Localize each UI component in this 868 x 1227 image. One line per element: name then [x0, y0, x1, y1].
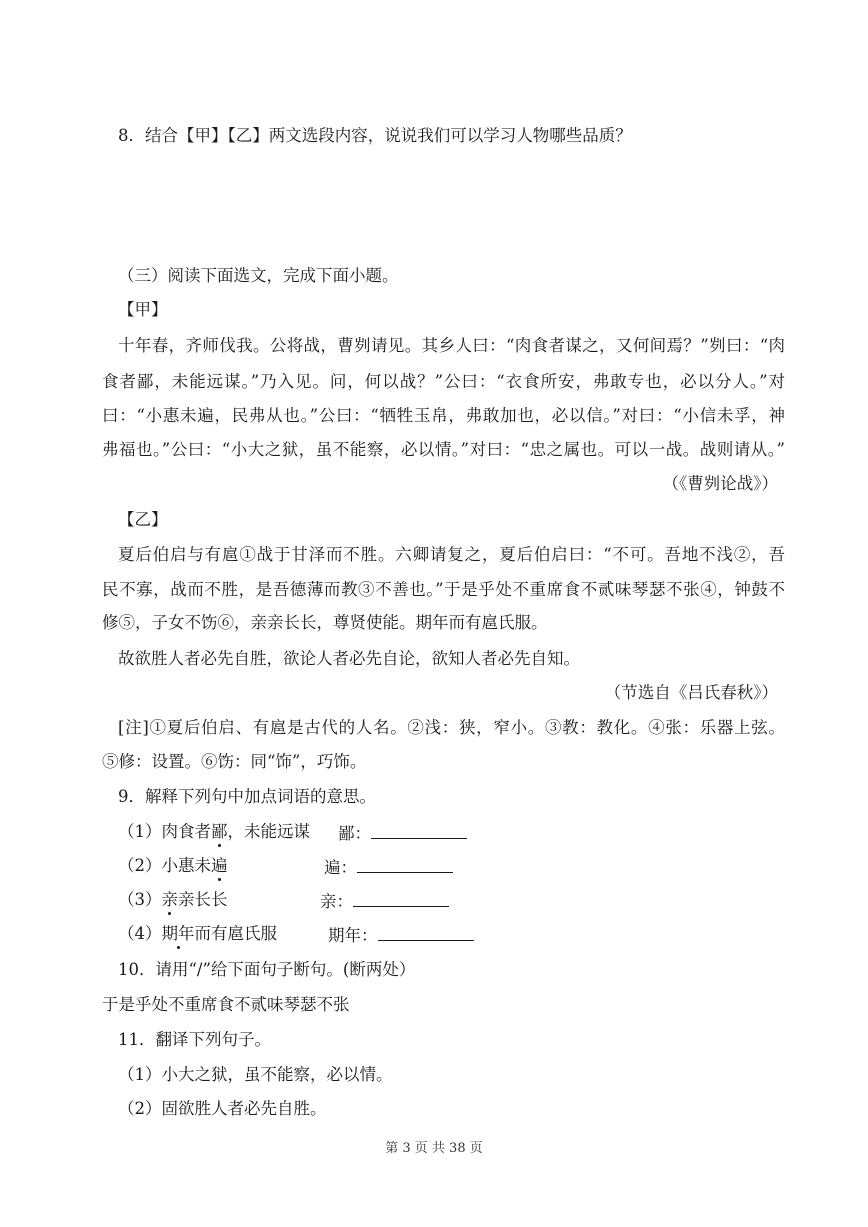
page-footer: 第 3 页 共 38 页 [385, 1141, 483, 1156]
jia-label: 【甲】 [118, 300, 168, 319]
note-line-2: ⑤修：设置。⑥饬：同“饰”，巧饰。 [102, 752, 367, 771]
q9-answer-2: 遍： [324, 856, 453, 878]
yi-label: 【乙】 [118, 510, 168, 529]
section-3-title: （三）阅读下面选文，完成下面小题。 [118, 266, 399, 285]
dotted-word: 亲 [161, 890, 178, 909]
yi-line-4: 故欲胜人者必先自胜，欲论人者必先自论，欲知人者必先自知。 [118, 649, 580, 668]
answer-blank[interactable] [378, 924, 474, 941]
question-10: 10．请用“/”给下面句子断句。(断两处） [118, 960, 416, 979]
q10-sentence: 于是乎处不重席食不贰味琴瑟不张 [102, 995, 350, 1014]
jia-line-4: 弗福也。”公曰：“小大之狱，虽不能察，必以情。”对曰：“忠之属也。可以一战。战则请从。” [102, 440, 785, 459]
q9-item-3: （3）亲亲长长 [118, 890, 228, 909]
note-line-1: [注]①夏后伯启、有扈是古代的人名。②浅：狭，窄小。③教：教化。④张：乐器上弦。 [118, 718, 785, 737]
yi-source: （节选自《吕氏春秋》） [604, 683, 778, 702]
jia-source: （《曹刿论战》） [662, 474, 778, 493]
q9-item-1: （1）肉食者鄙，未能远谋 [118, 822, 310, 841]
question-11: 11．翻译下列句子。 [118, 1030, 271, 1049]
q9-item-4: （4）期年而有扈氏服 [118, 924, 277, 943]
q9-answer-1: 鄙： [338, 822, 467, 844]
dotted-word: 鄙 [211, 822, 228, 841]
q11-item-2: （2）固欲胜人者必先自胜。 [118, 1099, 327, 1118]
answer-blank[interactable] [353, 890, 449, 907]
yi-line-2: 民不寡，战而不胜，是吾德薄而教③不善也。”于是乎处不重席食不贰味琴瑟不张④，钟鼓不 [102, 580, 785, 599]
yi-line-1: 夏后伯启与有扈①战于甘泽而不胜。六卿请复之，夏后伯启曰：“不可。吾地不浅②，吾 [118, 545, 785, 564]
question-9: 9．解释下列句中加点词语的意思。 [118, 787, 376, 806]
jia-line-2: 食者鄙，未能远谋。”乃入见。问，何以战？”公曰：“衣食所安，弗敢专也，必以分人。”对 [102, 372, 785, 391]
q9-answer-4: 期年： [328, 924, 474, 946]
answer-blank[interactable] [357, 856, 453, 873]
dotted-word: 遍 [211, 856, 228, 875]
dotted-word: 期年 [161, 924, 195, 943]
q11-item-1: （1）小大之狱，虽不能察，必以情。 [118, 1065, 393, 1084]
jia-line-1: 十年春，齐师伐我。公将战，曹刿请见。其乡人曰：“肉食者谋之，又何间焉？”刿曰：“肉 [118, 336, 785, 355]
yi-line-3: 修⑤，子女不饬⑥，亲亲长长，尊贤使能。期年而有扈氏服。 [102, 613, 548, 632]
q9-item-2: （2）小惠未遍 [118, 856, 228, 875]
jia-line-3: 曰：“小惠未遍，民弗从也。”公曰：“牺牲玉帛，弗敢加也，必以信。”对曰：“小信未孚，神 [102, 406, 785, 425]
q9-answer-3: 亲： [320, 890, 449, 912]
question-8: 8．结合【甲】【乙】两文选段内容，说说我们可以学习人物哪些品质？ [118, 126, 632, 145]
answer-blank[interactable] [371, 822, 467, 839]
